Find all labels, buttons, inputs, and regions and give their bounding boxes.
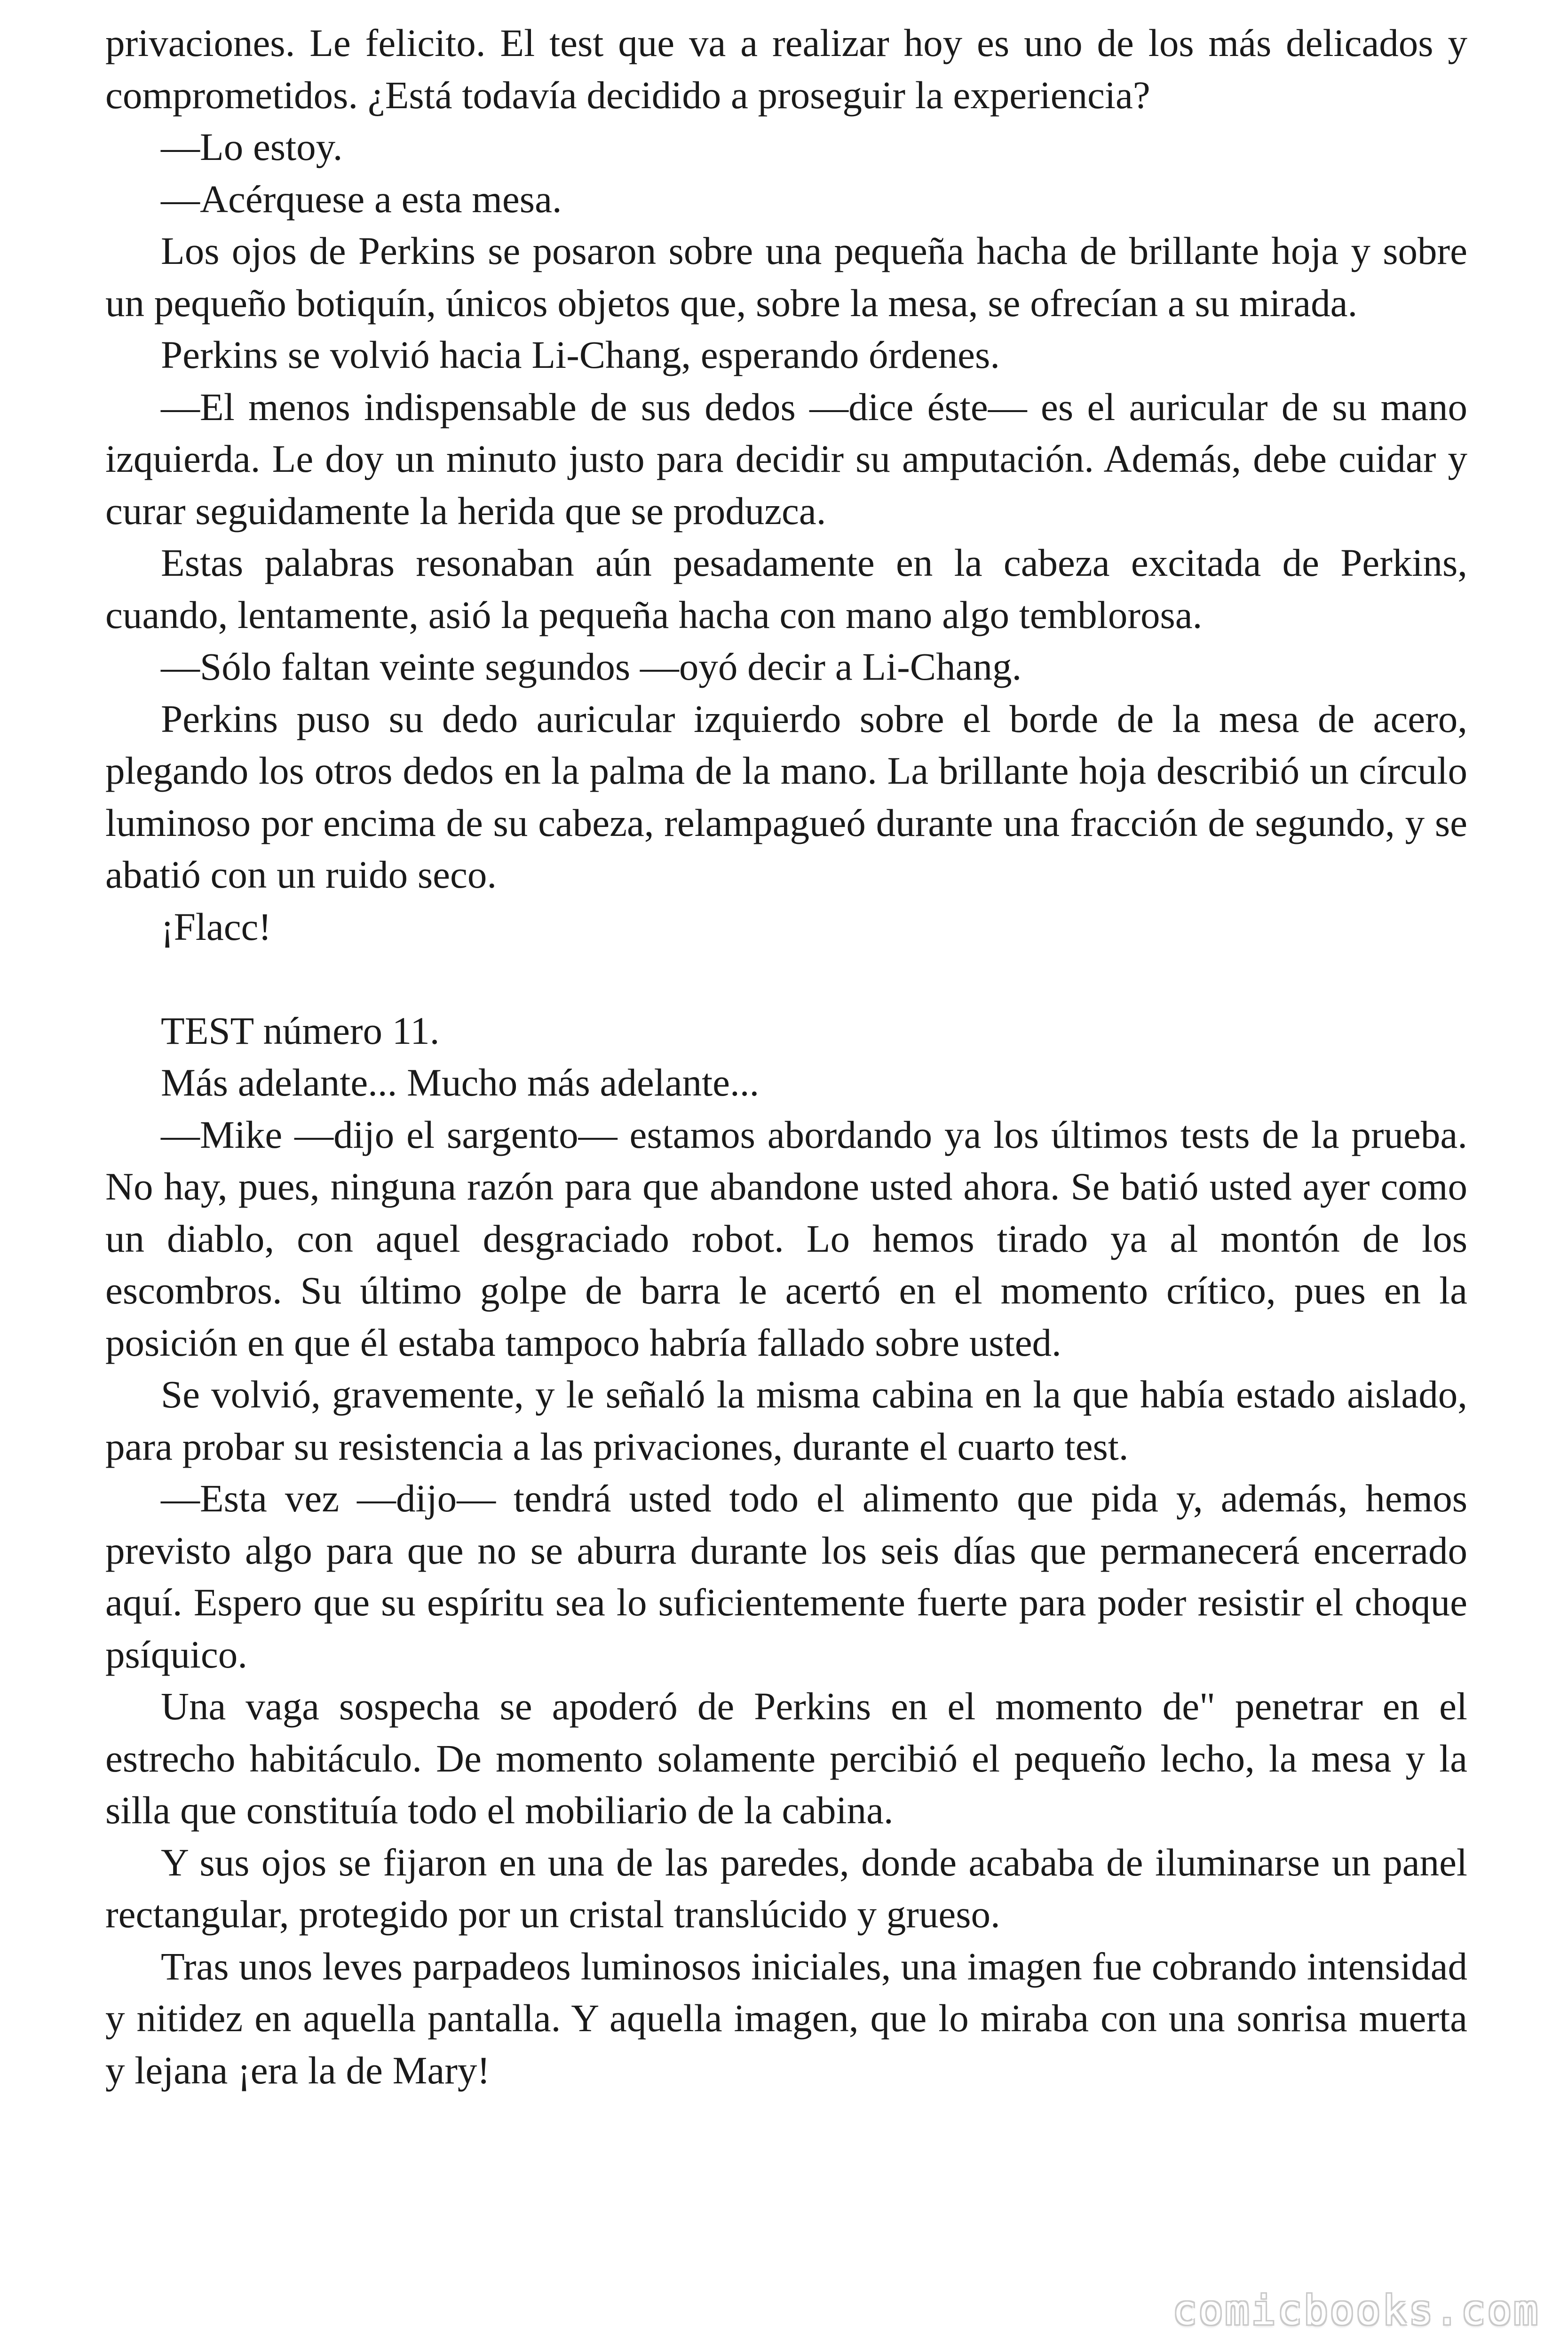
paragraph: —Acérquese a esta mesa. (161, 177, 562, 221)
paragraph: —Esta vez —dijo— tendrá usted todo el alimento que pida y, además, hemos previsto algo para que no se aburra durante los seis días que permanecerá encerrado aquí. Espero que su espíritu sea lo suficientemente fuerte para poder resistir el choque psíquico. (105, 1477, 1467, 1676)
paragraph: —Lo estoy. (161, 125, 343, 168)
body-text (105, 17, 1467, 2096)
paragraph: Los ojos de Perkins se posaron sobre una pequeña hacha de brillante hoja y sobre un pequeño botiquín, únicos objetos que, sobre la mesa, se ofrecían a su mirada. (105, 229, 1467, 325)
paragraph: —Mike —dijo el sargento— estamos abordando ya los últimos tests de la prueba. No hay, pues, ninguna razón para que abandone usted ahora. Se batió usted ayer como un diablo, con aquel desgraciado robot. Lo hemos tirado ya al montón de los escombros. Su último golpe de barra le acertó en el momento crítico, pues en la posición en que él estaba tampoco habría fallado sobre usted. (105, 1112, 1467, 1364)
paragraph: —El menos indispensable de sus dedos —dice éste— es el auricular de su mano izquierda. Le doy un minuto justo para decidir su amputación. Además, debe cuidar y curar seguidamente la herida que se produzca. (105, 385, 1467, 532)
paragraph: Se volvió, gravemente, y le señaló la misma cabina en la que había estado aislado, para probar su resistencia a las privaciones, durante el cuarto test. (105, 1373, 1467, 1468)
paragraph: privaciones. Le felicito. El test que va a realizar hoy es uno de los más delicados y comprometidos. ¿Está todavía decidido a proseguir la experiencia? (105, 21, 1467, 117)
paragraph: Más adelante... Mucho más adelante... (161, 1061, 760, 1104)
watermark: comicbooks.com (1172, 2287, 1540, 2334)
paragraph: Una vaga sospecha se apoderó de Perkins en el momento de" penetrar en el estrecho habitáculo. De momento solamente percibió el pequeño lecho, la mesa y la silla que constituía todo el mobiliario de la cabina. (105, 1685, 1467, 1832)
paragraph: Perkins se volvió hacia Li-Chang, esperando órdenes. (161, 333, 1000, 376)
paragraph: Estas palabras resonaban aún pesadamente en la cabeza excitada de Perkins, cuando, lentamente, asió la pequeña hacha con mano algo temblorosa. (105, 541, 1467, 636)
paragraph: Y sus ojos se fijaron en una de las paredes, donde acababa de iluminarse un panel rectangular, protegido por un cristal translúcido y grueso. (105, 1840, 1467, 1936)
paragraph: Tras unos leves parpadeos luminosos iniciales, una imagen fue cobrando intensidad y nitidez en aquella pantalla. Y aquella imagen, que lo miraba con una sonrisa muerta y lejana ¡era la de Mary! (105, 1944, 1467, 2092)
paragraph: Perkins puso su dedo auricular izquierdo sobre el borde de la mesa de acero, plegando los otros dedos en la palma de la mano. La brillante hoja describió un círculo luminoso por encima de su cabeza, relampagueó durante una fracción de segundo, y se abatió con un ruido seco. (105, 697, 1467, 896)
paragraph: —Sólo faltan veinte segundos —oyó decir a Li-Chang. (161, 645, 1022, 688)
paragraph: TEST número 11. (161, 1009, 440, 1052)
paragraph: ¡Flacc! (161, 905, 272, 948)
blank-line (105, 953, 1467, 1005)
